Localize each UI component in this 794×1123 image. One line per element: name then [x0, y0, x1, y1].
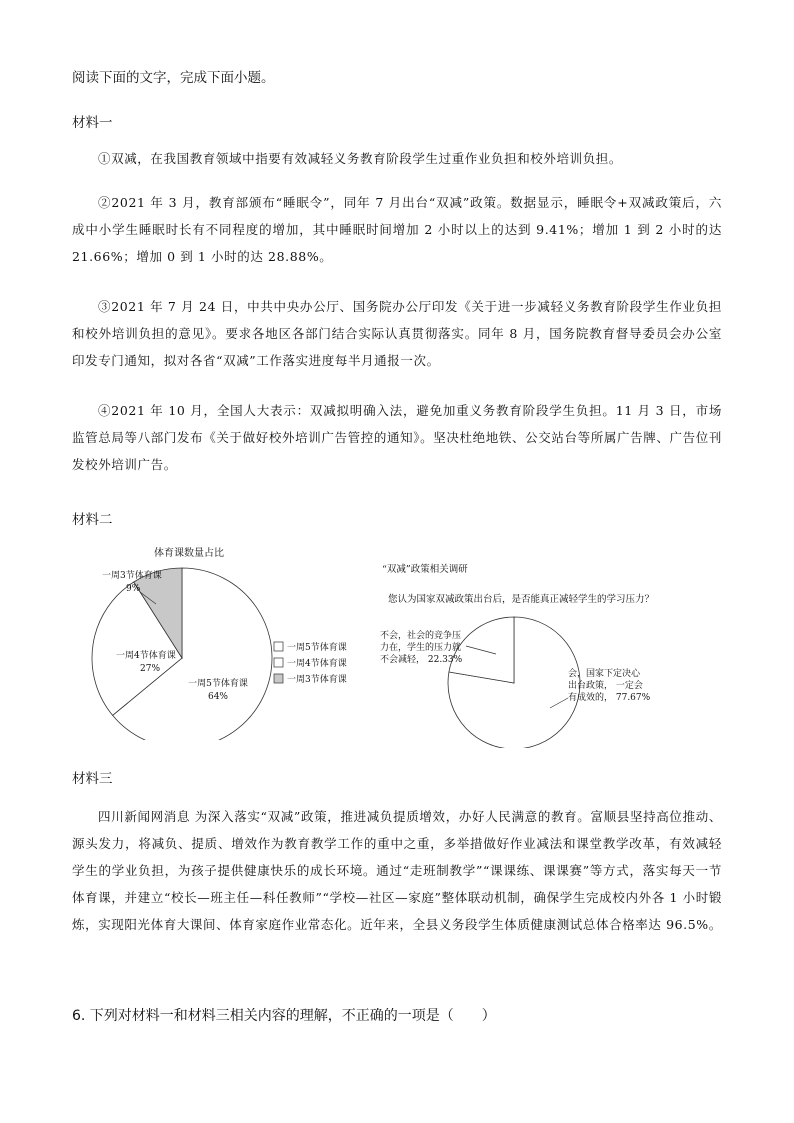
material1-paragraph-3: ③2021 年 7 月 24 日，中共中央办公厅、国务院办公厅印发《关于进一步减轻义务教育阶段学生作业负担和校外培训负担的意见》。要求各地区各部门结合实际认真贯彻落实。同年 8 月，国务院教育督导委员会办公室印发专门通知，拟对各省“双减”工作落实进度每半月通报一次。: [72, 299, 722, 368]
pie1-legend-label: 一周4节体育课: [287, 659, 347, 669]
pie2-slice-label: 有成效的， 77.67%: [568, 693, 651, 703]
pie2-slice-label: 会，国家下定决心: [568, 669, 641, 679]
material2-heading: 材料二: [72, 512, 113, 528]
material1-paragraph-4: ④2021 年 10 月，全国人大表示：双减拟明确入法，避免加重义务教育阶段学生负担。11 月 3 日，市场监管总局等八部门发布《关于做好校外培训广告管控的通知》。坚决杜绝地铁、公交站台等所属广告牌、广告位刊发校外培训广告。: [72, 403, 722, 472]
pie2-slice-label: 不会，社会的竞争压: [380, 631, 462, 641]
pie1-legend-swatch: [274, 674, 283, 683]
pie1-legend-swatch: [274, 642, 283, 651]
survey-pie-chart: [370, 558, 670, 748]
intro-instruction: 阅读下面的文字，完成下面小题。: [72, 70, 275, 86]
pe-classes-pie-chart: [90, 540, 380, 740]
pie1-slice-label: 一周5节体育课: [188, 679, 248, 689]
material3-paragraph: 四川新闻网消息 为深入落实“双减”政策，推进减负提质增效，办好人民满意的教育。富顺县坚持高位推动、源头发力，将减负、提质、增效作为教育教学工作的重中之重，多举措做好作业减法和课堂教学改革，有效减轻学生的学业负担，为孩子提供健康快乐的成长环境。通过“走班制教学”“课课练、课课赛”等方式，落实每天一节体育课，并建立“校长—班主任—科任教师”“学校—社区—家庭”整体联动机制，确保学生完成校内外各 1 小时锻炼，实现阳光体育大课间、体育家庭作业常态化。近年来，全县义务段学生体质健康测试总体合格率达 96.5%。: [72, 809, 722, 932]
pie1-legend-label: 一周5节体育课: [287, 643, 347, 653]
material1-paragraph-2: ②2021 年 3 月，教育部颁布“睡眠令”，同年 7 月出台“双减”政策。数据显示，睡眠令+双减政策后，六成中小学生睡眠时长有不同程度的增加，其中睡眠时间增加 2 小时以上的达到 9.41%；增加 1 到 2 小时的达 21.66%；增加 0 到 1 小时的达 28.88%。: [72, 195, 722, 264]
pie1-slice-value: 64%: [207, 692, 229, 702]
pie1-legend-swatch: [274, 658, 283, 667]
pie2-title: “双减”政策相关调研: [382, 564, 468, 575]
pie1-slice-label: 一周3节体育课: [102, 571, 162, 581]
pie2-slice-label: 力在，学生的压力就: [380, 643, 462, 653]
pie1-slice-value: 27%: [140, 664, 161, 674]
pie2-question: 您认为国家双减政策出台后，是否能真正减轻学生的学习压力？: [388, 594, 655, 605]
pie1-slice-label: 一周4节体育课: [116, 651, 176, 661]
pie1-title: 体育课数量占比: [154, 548, 224, 559]
pie1-slice-value: 9%: [126, 584, 141, 594]
pie1-legend-label: 一周3节体育课: [287, 675, 347, 685]
material1-paragraph-1: ①双减，在我国教育领域中指要有效减轻义务教育阶段学生过重作业负担和校外培训负担。: [98, 151, 623, 166]
material1-heading: 材料一: [72, 115, 113, 131]
question-6: 6. 下列对材料一和材料三相关内容的理解，不正确的一项是（ ）: [72, 1008, 496, 1024]
pie2-slice-label: 不会减轻， 22.33%: [380, 655, 463, 665]
material3-heading: 材料三: [72, 771, 113, 787]
pie2-slice-label: 出台政策， 一定会: [568, 681, 643, 691]
